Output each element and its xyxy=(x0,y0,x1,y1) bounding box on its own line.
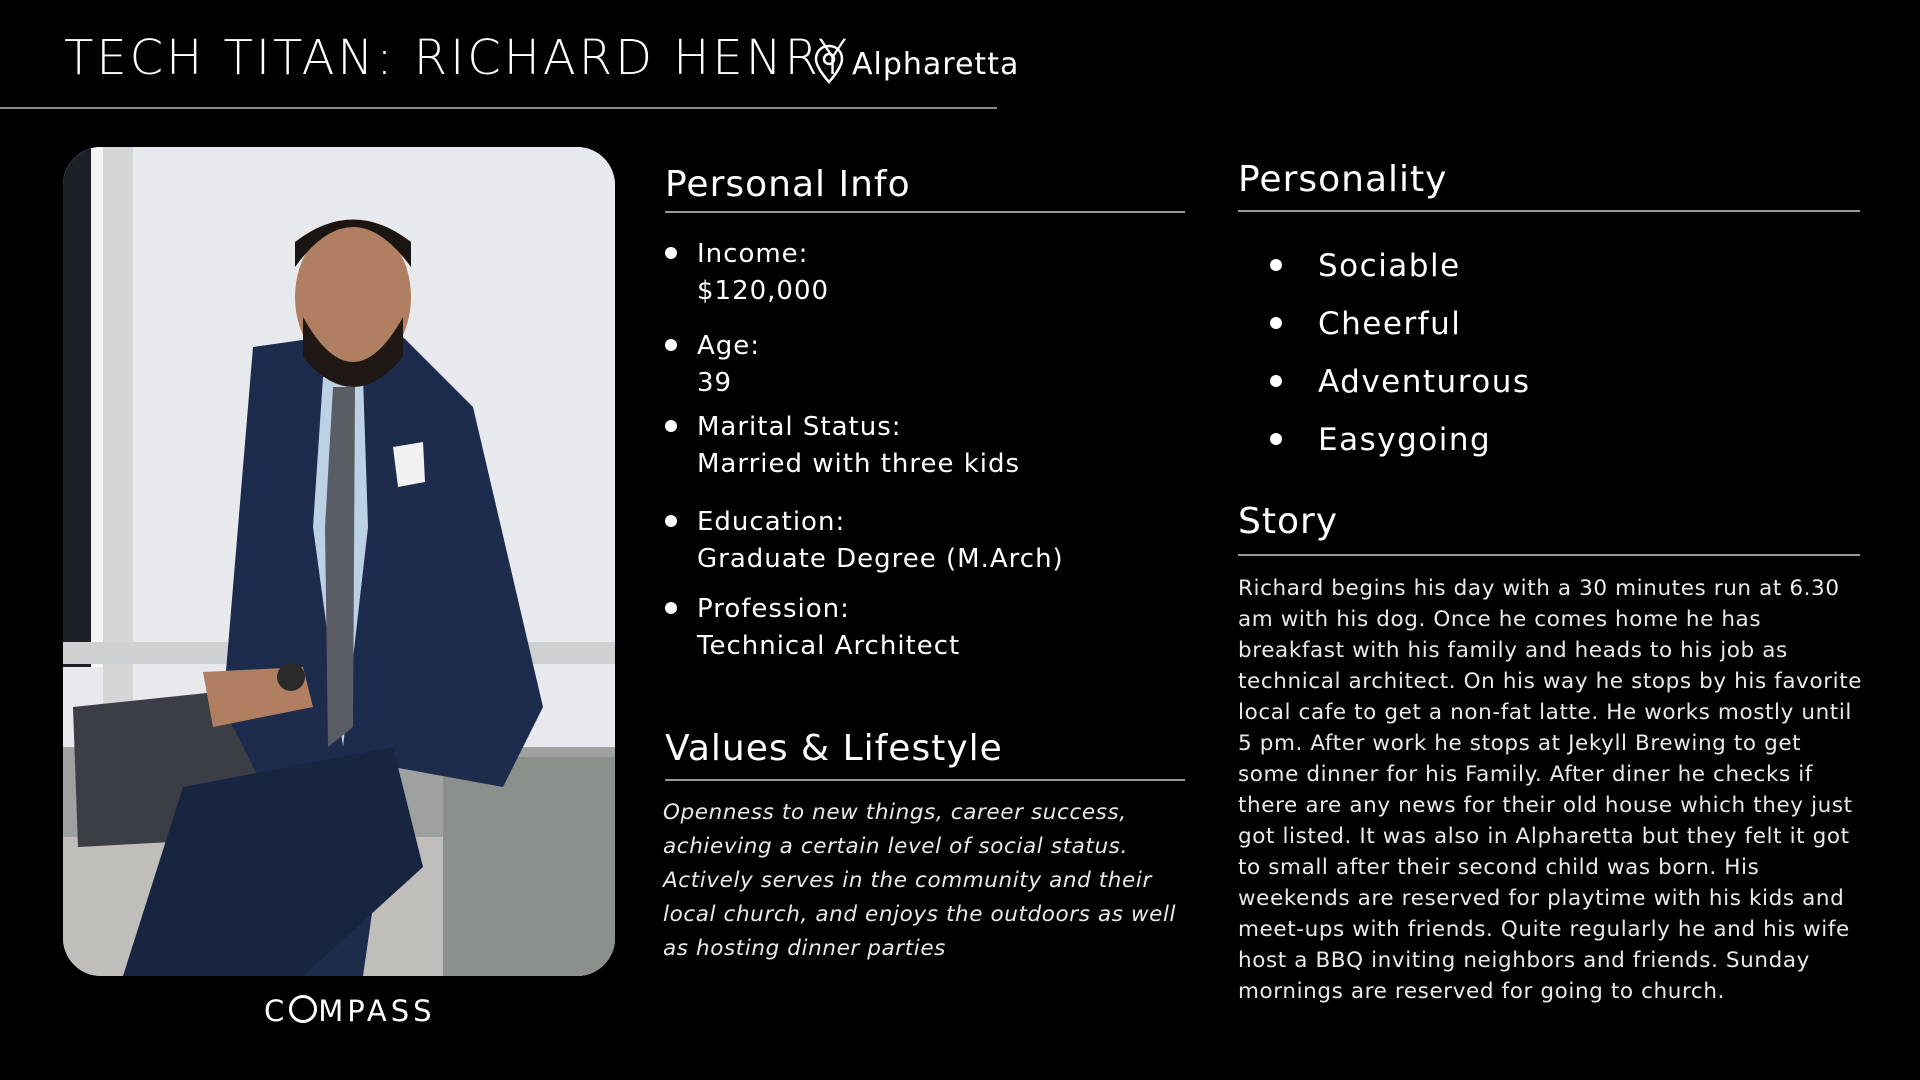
page-title: TECH TITAN: RICHARD HENRY xyxy=(64,30,851,86)
persona-photo xyxy=(63,147,615,976)
trait-item: Easygoing xyxy=(1268,411,1531,469)
info-item-income xyxy=(665,236,829,310)
info-label: Marital Status: xyxy=(697,412,902,442)
values-lifestyle-text xyxy=(663,796,1193,966)
info-value: Married with three kids xyxy=(697,449,1021,479)
values-text-1: Openness to new things, career success, achieving a certain level of social status. xyxy=(663,800,1128,859)
info-label: Income: xyxy=(697,239,809,269)
personal-info-divider xyxy=(665,211,1185,213)
story-divider xyxy=(1238,554,1860,556)
personality-heading: Personality xyxy=(1238,159,1448,200)
info-value: Graduate Degree (M.Arch) xyxy=(697,544,1064,574)
info-item-education xyxy=(665,504,1064,578)
compass-logo xyxy=(264,994,436,1028)
values-text-2: Actively serves in the community and their local church, and enjoys the outdoors as well as hosting dinner parties xyxy=(663,868,1177,961)
map-pin-icon xyxy=(814,44,844,84)
info-value: 39 xyxy=(697,368,733,398)
location xyxy=(814,44,1019,84)
logo-suffix: MPASS xyxy=(318,994,436,1028)
story-text: Richard begins his day with a 30 minutes run at 6.30 am with his dog. Once he comes home he has breakfast with his family and heads to his job as technical architect. On his way he stops by his favorite local cafe to get a non-fat latte. He works mostly until 5 pm. After work he stops at Jekyll Brewing to get some dinner for his Family. After diner he checks if there are any news for their old house which they just got listed. It was also in Alpharetta but they felt it got to small after their second child was born. His weekends are reserved for playtime with his kids and meet-ups with friends. Quite regularly he and his wife host a BBQ inviting neighbors and friends. Sunday mornings are reserved for going to church. xyxy=(1238,576,1863,1004)
header xyxy=(0,0,1020,109)
info-label: Age: xyxy=(697,331,761,361)
info-label: Education: xyxy=(697,507,846,537)
info-item-profession xyxy=(665,591,960,665)
personality-list xyxy=(1268,237,1531,469)
info-item-age xyxy=(665,328,760,402)
values-lifestyle-divider xyxy=(665,779,1185,781)
story-heading: Story xyxy=(1238,501,1339,542)
personality-divider xyxy=(1238,210,1860,212)
info-value: $120,000 xyxy=(697,276,830,306)
personal-info-heading: Personal Info xyxy=(665,164,911,205)
trait-item: Sociable xyxy=(1268,237,1531,295)
location-label: Alpharetta xyxy=(852,46,1020,82)
logo-prefix: C xyxy=(264,994,289,1028)
logo-o-ring xyxy=(289,995,317,1023)
trait-item: Adventurous xyxy=(1268,353,1531,411)
info-item-marital-status xyxy=(665,409,1020,483)
trait-item: Cheerful xyxy=(1268,295,1531,353)
values-lifestyle-heading: Values & Lifestyle xyxy=(665,728,1003,769)
info-value: Technical Architect xyxy=(697,631,961,661)
info-label: Profession: xyxy=(697,594,850,624)
